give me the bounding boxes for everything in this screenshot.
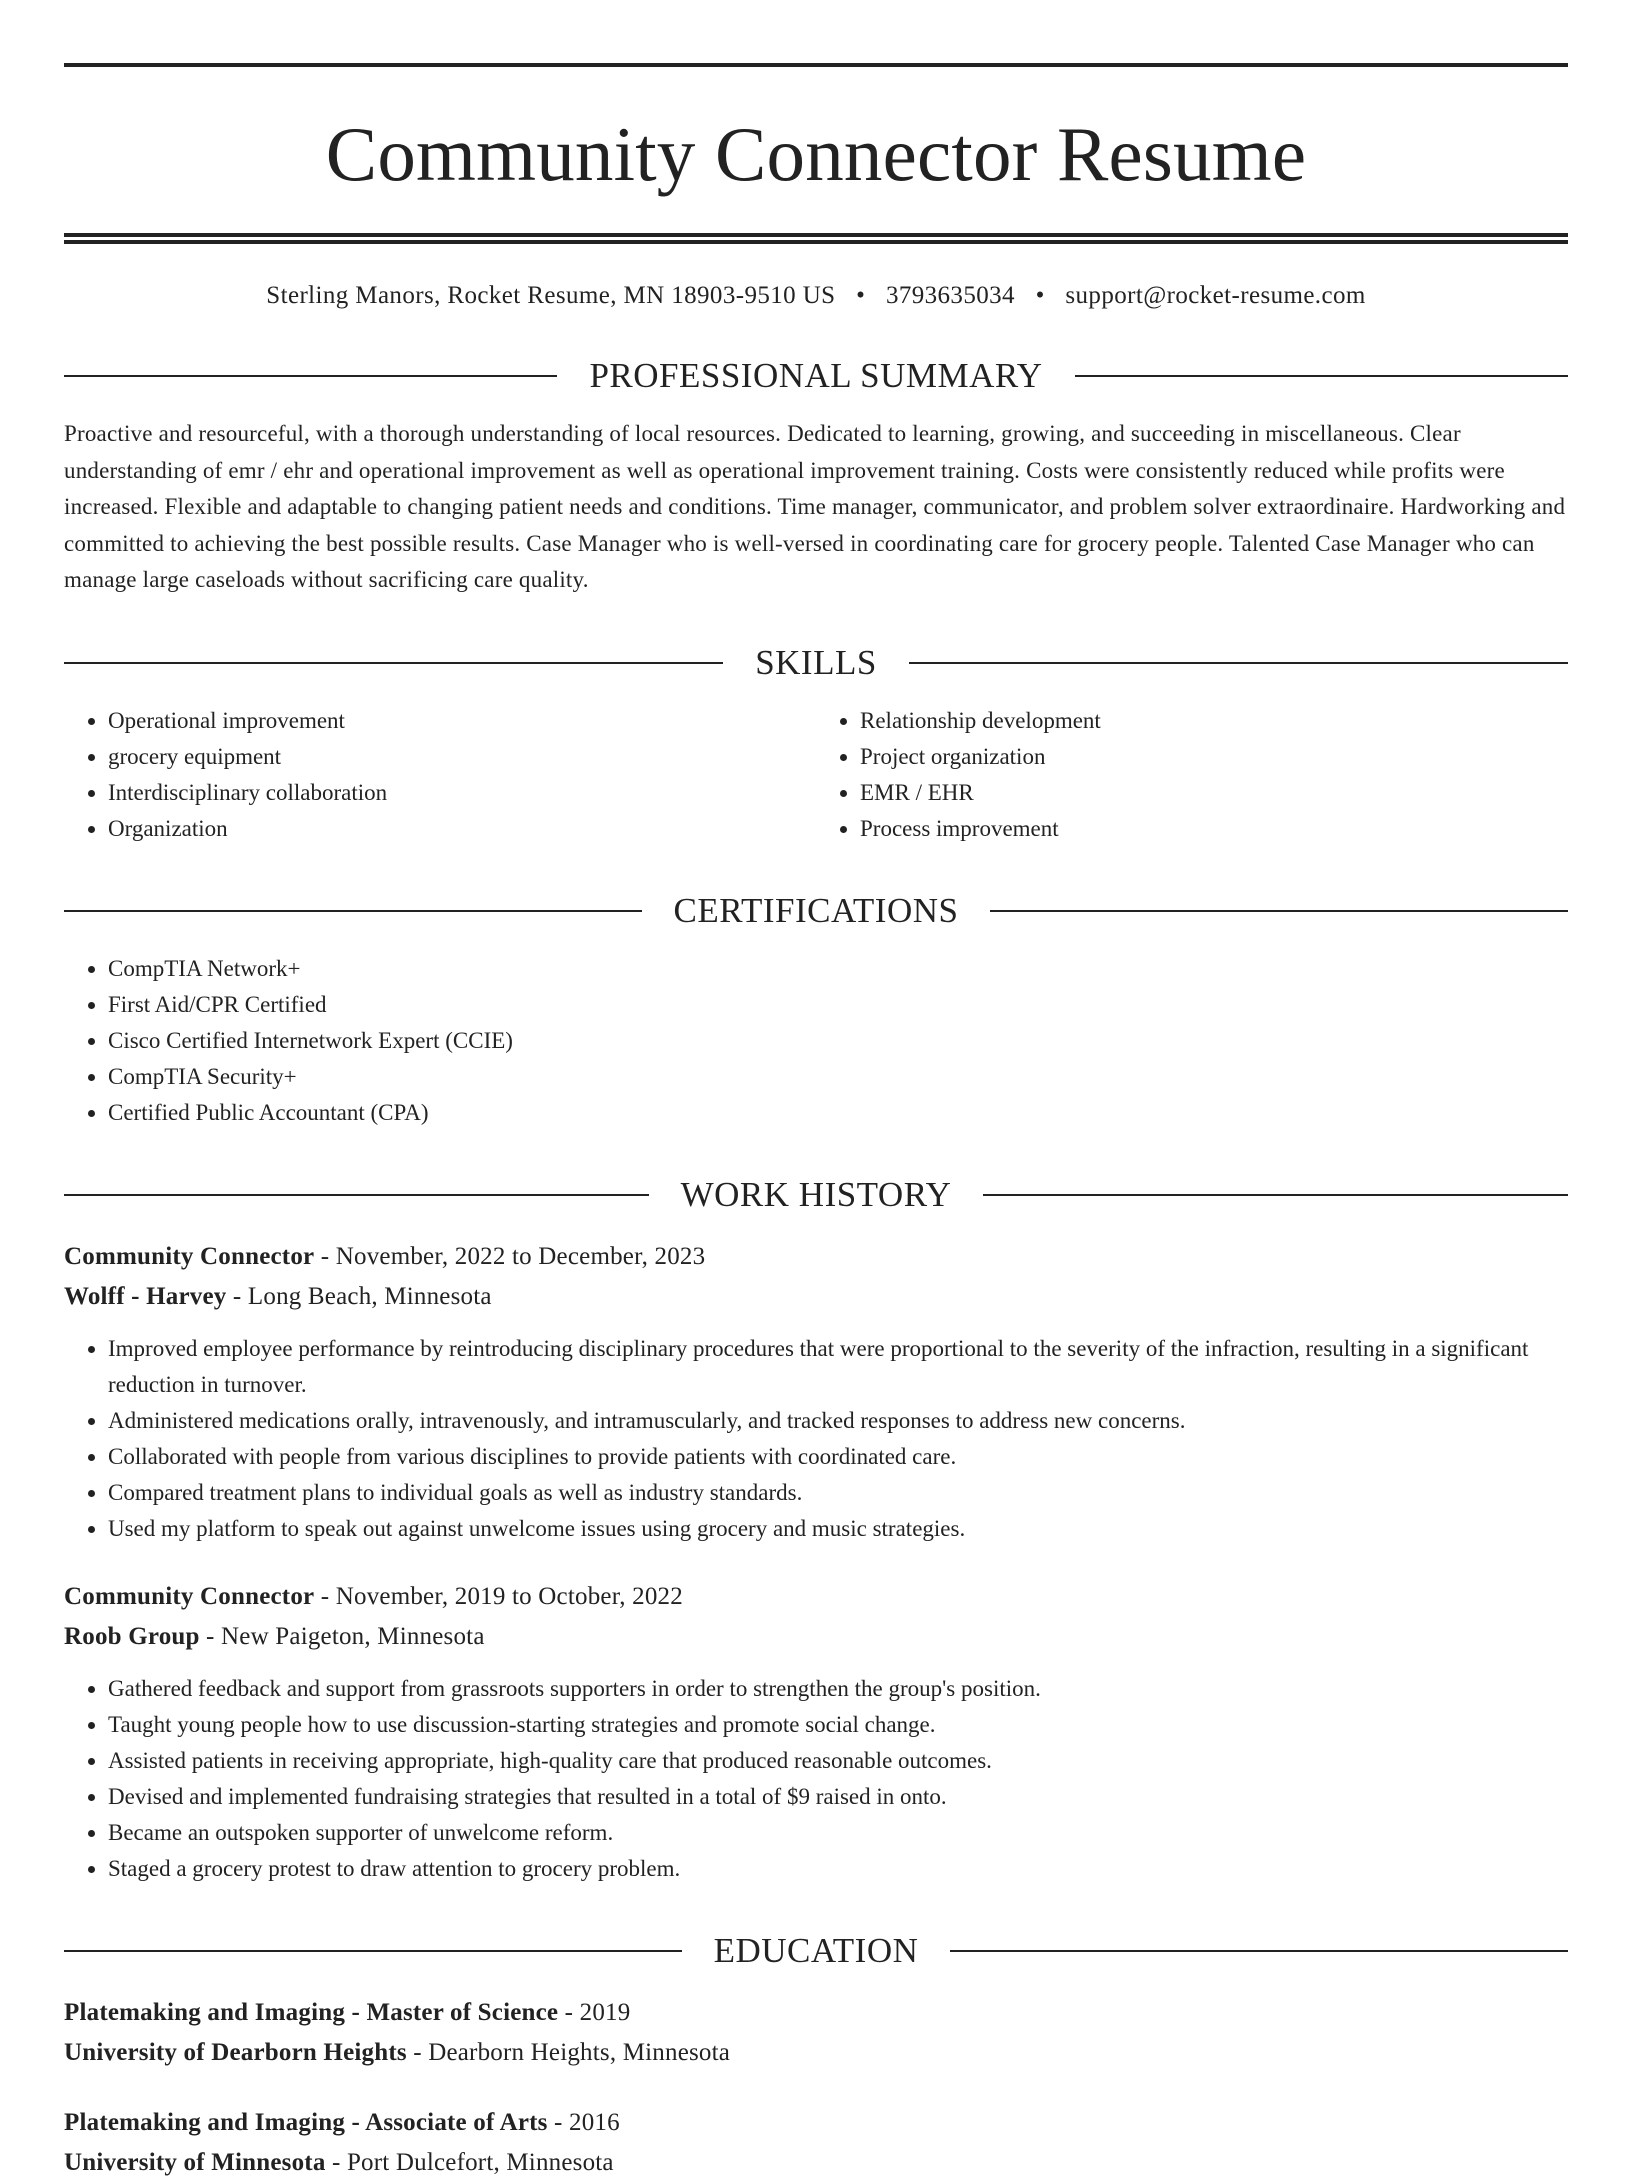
job-company: Roob Group [64, 1622, 200, 1650]
contact-separator: • [856, 282, 866, 309]
job-bullet: • Administered medications orally, intravenously, and intramuscularly, and tracked responses to address new concerns. [108, 1403, 1568, 1439]
skill-item: • grocery equipment [108, 739, 816, 775]
heading-rule [950, 1950, 1568, 1952]
job-bullets [64, 1331, 1568, 1547]
section-heading-work [64, 1175, 1568, 1215]
section-heading-education [64, 1931, 1568, 1971]
job-location: - New Paigeton, Minnesota [199, 1622, 485, 1650]
top-rule [64, 63, 1568, 67]
contact-separator: • [1035, 282, 1045, 309]
summary-text: Proactive and resourceful, with a thorough understanding of local resources. Dedicated to learning, growing, and succeeding in miscellaneous. Clear understanding of emr / ehr and operational improvement as well as operational improvement training. Costs were consistently reduced while profits were increased. Flexible and adaptable to changing patient needs and conditions. Time manager, communicator, and problem solver extraordinaire. Hardworking and committed to achieving the best possible results. Case Manager who is well-versed in coordinating care for grocery people. Talented Case Manager who can manage large caseloads without sacrificing care quality. [64, 421, 1566, 592]
job-bullet: • Assisted patients in receiving appropriate, high-quality care that produced reasonable outcomes. [108, 1743, 1568, 1779]
skill-item: • EMR / EHR [860, 775, 1568, 811]
contact-address: Sterling Manors, Rocket Resume, MN 18903-9510 US [266, 282, 836, 309]
skills-heading: SKILLS [755, 642, 877, 682]
resume-title: Community Connector Resume [325, 111, 1307, 197]
heading-rule [64, 910, 642, 912]
skill-item: • Process improvement [860, 811, 1568, 847]
job-title-line [64, 1577, 1568, 1617]
skills-grid [64, 683, 1568, 847]
job-bullet: • Staged a grocery protest to draw attention to grocery problem. [108, 1851, 1568, 1887]
double-rule [64, 233, 1568, 244]
skill-item: • Interdisciplinary collaboration [108, 775, 816, 811]
heading-rule [64, 1194, 649, 1196]
job-company: Wolff - Harvey [64, 1282, 227, 1310]
education-school-line [64, 2033, 1568, 2073]
education-school-line [64, 2143, 1568, 2183]
certification-item: • First Aid/CPR Certified [108, 987, 1568, 1023]
job-bullet: • Compared treatment plans to individual goals as well as industry standards. [108, 1475, 1568, 1511]
education-location: - Dearborn Heights, Minnesota [406, 2038, 731, 2066]
heading-rule [1075, 375, 1568, 377]
job-title: Community Connector [64, 1582, 315, 1610]
education-heading: EDUCATION [713, 1930, 919, 1970]
certifications-list [64, 951, 1568, 1131]
contact-email: support@rocket-resume.com [1065, 282, 1366, 309]
job-bullet: • Improved employee performance by reintroducing disciplinary procedures that were proportional to the severity of the infraction, resulting in a significant reduction in turnover. [108, 1331, 1568, 1403]
certification-item: • CompTIA Network+ [108, 951, 1568, 987]
resume-content [64, 63, 1568, 2183]
skills-list-left [64, 703, 816, 847]
education-degree-line [64, 1993, 1568, 2033]
job-bullet: • Taught young people how to use discussion-starting strategies and promote social change. [108, 1707, 1568, 1743]
summary-heading: PROFESSIONAL SUMMARY [589, 356, 1043, 395]
job-title-line [64, 1237, 1568, 1277]
contact-line [64, 280, 1568, 312]
job-bullet: • Used my platform to speak out against unwelcome issues using grocery and music strategies. [108, 1511, 1568, 1547]
heading-rule [64, 1950, 682, 1952]
education-degree-line [64, 2103, 1568, 2143]
education-entry [64, 1993, 1568, 2073]
job-company-line [64, 1277, 1568, 1317]
heading-rule [909, 662, 1568, 664]
job-entry [64, 1577, 1568, 1887]
skill-item: • Relationship development [860, 703, 1568, 739]
job-bullet: • Collaborated with people from various disciplines to provide patients with coordinated care. [108, 1439, 1568, 1475]
work-heading: WORK HISTORY [680, 1174, 952, 1214]
section-heading-skills [64, 643, 1568, 683]
education-school: University of Dearborn Heights [64, 2038, 407, 2066]
heading-rule [64, 662, 723, 664]
certifications-heading: CERTIFICATIONS [673, 890, 959, 930]
certification-item: • CompTIA Security+ [108, 1059, 1568, 1095]
education-entry [64, 2103, 1568, 2183]
job-bullets [64, 1671, 1568, 1887]
job-title: Community Connector [64, 1242, 315, 1270]
job-bullet: • Became an outspoken supporter of unwelcome reform. [108, 1815, 1568, 1851]
heading-rule [990, 910, 1568, 912]
skill-item: • Organization [108, 811, 816, 847]
section-heading-certifications [64, 891, 1568, 931]
job-bullet: • Devised and implemented fundraising strategies that resulted in a total of $9 raised in onto. [108, 1779, 1568, 1815]
education-year: - 2016 [547, 2108, 620, 2136]
education-school: University of Minnesota [64, 2148, 326, 2176]
job-dates: - November, 2019 to October, 2022 [314, 1582, 683, 1610]
skill-item: • Operational improvement [108, 703, 816, 739]
job-bullet: • Gathered feedback and support from grassroots supporters in order to strengthen the group's position. [108, 1671, 1568, 1707]
contact-phone: 3793635034 [885, 282, 1015, 309]
job-location: - Long Beach, Minnesota [226, 1282, 492, 1310]
section-heading-summary [64, 356, 1568, 396]
job-dates: - November, 2022 to December, 2023 [314, 1242, 706, 1270]
education-degree: Platemaking and Imaging - Associate of Arts [64, 2108, 548, 2136]
heading-rule [64, 375, 557, 377]
skill-item: • Project organization [860, 739, 1568, 775]
certification-item: • Certified Public Accountant (CPA) [108, 1095, 1568, 1131]
job-entry [64, 1237, 1568, 1547]
education-year: - 2019 [558, 1998, 631, 2026]
education-location: - Port Dulcefort, Minnesota [325, 2148, 614, 2176]
heading-rule [983, 1194, 1568, 1196]
job-company-line [64, 1617, 1568, 1657]
education-degree: Platemaking and Imaging - Master of Science [64, 1998, 559, 2026]
certification-item: • Cisco Certified Internetwork Expert (CCIE) [108, 1023, 1568, 1059]
skills-list-right [816, 703, 1568, 847]
